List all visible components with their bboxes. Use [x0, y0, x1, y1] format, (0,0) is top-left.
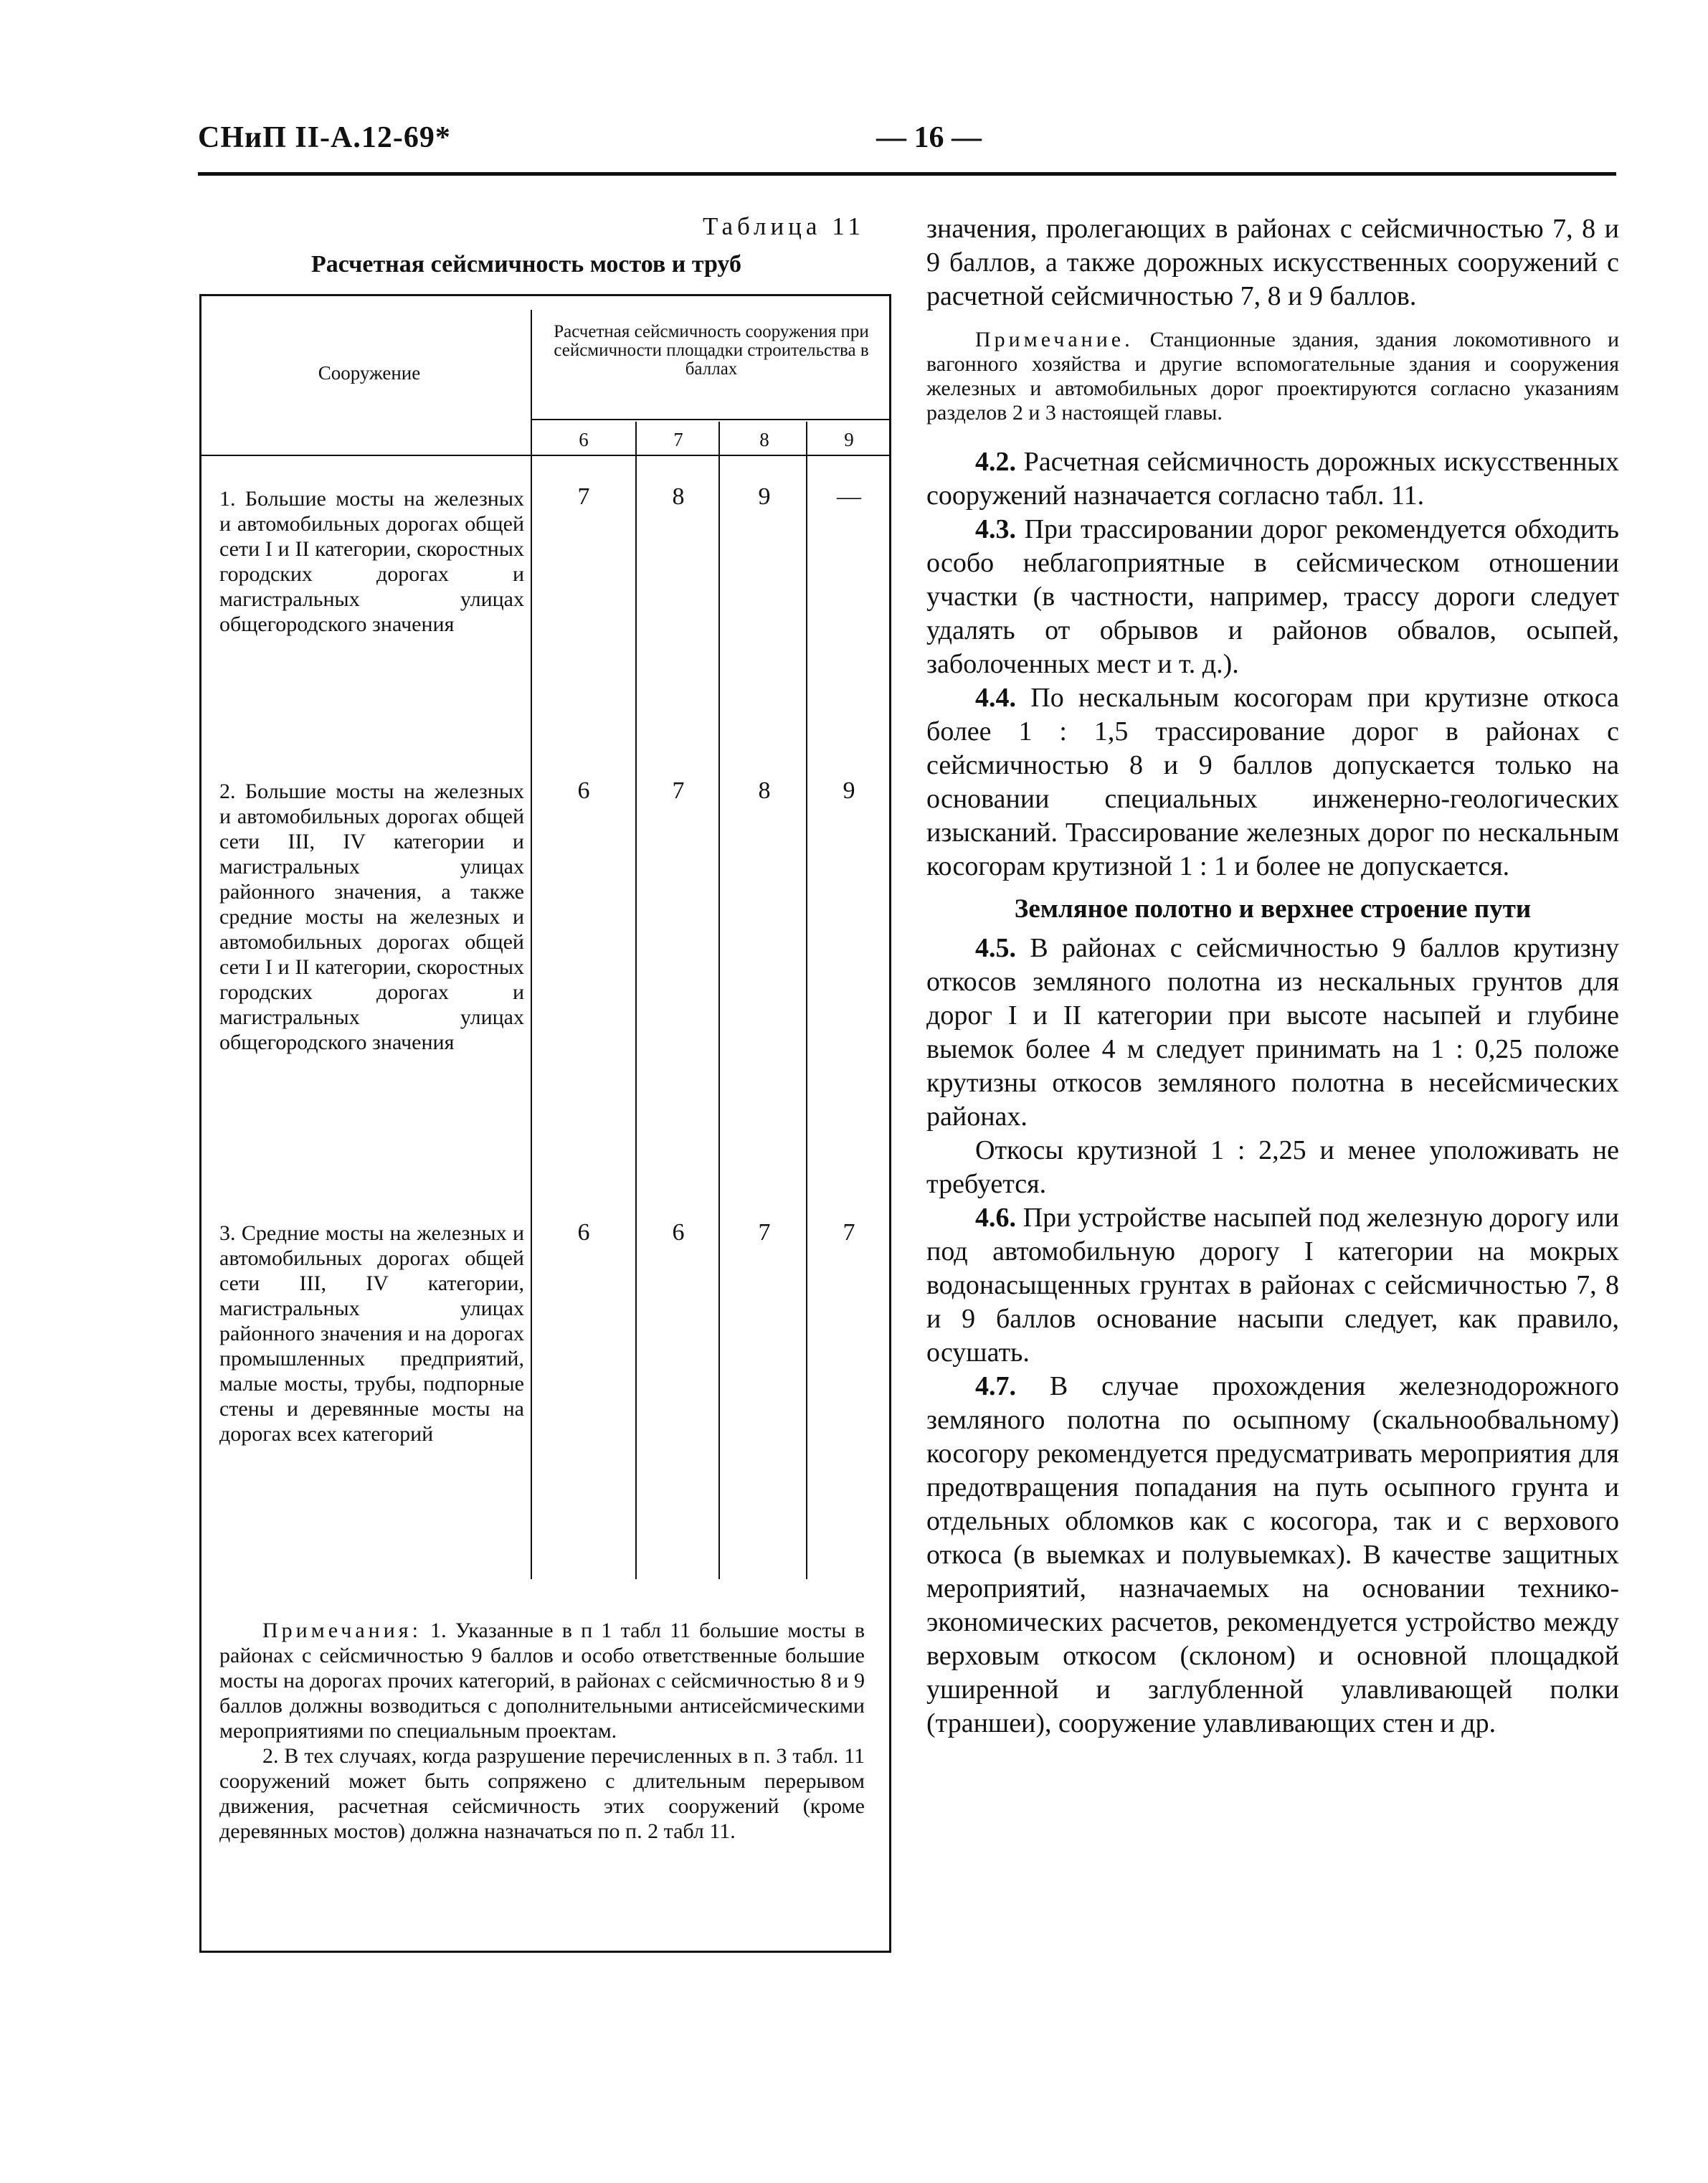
table-note-2: 2. В тех случаях, когда разрушение перечисленных в п. 3 табл. 11 сооружений может быть сопряжено с длительным перерывом движения, расчетная сейсмичность этих сооружений (кроме деревянных мостов) должна назначаться по п. 2 табл 11. — [219, 1744, 865, 1843]
row-3-value-6: 6 — [577, 1219, 590, 1246]
document-code: СНиП II-А.12-69* — [198, 121, 451, 154]
note-text: Станционные здания, здания локомотивного и вагонного хозяйства и другие вспомогательные здания и сооружения железных и автомобильных дорог проектируются согласно указаниям разделов 2 и 3 настоящей главы. — [926, 328, 1620, 425]
table-top-rule — [199, 294, 891, 296]
row-2-value-9: 9 — [843, 777, 855, 804]
header-rule — [198, 172, 1616, 176]
clause-4-7-number: 4.7. — [975, 1371, 1016, 1401]
clause-4-3-number: 4.3. — [975, 514, 1016, 544]
table-row-1-text: 1. Большие мосты на железных и автомобильных дорогах общей сети I и II категории, скоростных городских дорогах и магистральных улицах общегородского значения — [219, 487, 524, 636]
row-2-value-8: 8 — [758, 777, 771, 804]
clause-4-5-number: 4.5. — [975, 933, 1016, 963]
paragraph-4-3 — [926, 513, 1619, 681]
score-divider-2 — [718, 422, 720, 1579]
clause-4-2-text: Расчетная сейсмичность дорожных искусственных сооружений назначается согласно табл. 11. — [926, 447, 1619, 511]
note-paragraph — [926, 328, 1619, 425]
row-3-value-8: 7 — [758, 1219, 771, 1246]
clause-4-5-text: В районах с сейсмичностью 9 баллов крутизну откосов земляного полотна из нескальных грунтов для дорог I и II категории при высоте насыпей и глубине выемок более 4 м следует принимать на 1 : 0,25 положе крутизны откосов земляного полотна в несейсмических районах. — [926, 933, 1620, 1132]
continuation-paragraph: значения, пролегающих в районах с сейсмичностью 7, 8 и 9 баллов, а также дорожных искусственных сооружений с расчетной сейсмичностью 7, 8 и 9 баллов. — [926, 214, 1619, 311]
score-divider-3 — [806, 422, 807, 1579]
row-3-value-7: 6 — [672, 1219, 685, 1246]
structure-column-header: Сооружение — [318, 362, 421, 384]
clause-4-4-text: По нескальным косогорам при крутизне откоса более 1 : 1,5 трассирование дорог в районах с сейсмичностью 8 и 9 баллов допускается только на основании специальных инженерно-геологических изысканий. Трассирование железных дорог по нескальным косогорам крутизной 1 : 1 и более не допускается. — [926, 683, 1619, 881]
clause-4-6-text: При устройстве насыпей под железную дорогу или под автомобильную дорогу I категории на мокрых водонасыщенных грунтах в районах с сейсмичностью 7, 8 и 9 баллов основание насыпи следует, как правило, осушать. — [926, 1203, 1620, 1368]
score-header-6: 6 — [579, 429, 589, 450]
clause-4-7-text: В случае прохождения железнодорожного земляного полотна по осыпному (скальнообвальному) косогору рекомендуется предусматривать мероприятия для предотвращения попадания на путь осыпного грунта и отдельных обломков как с косогора, так и с верхового откоса (в выемках и полувыемках). В качестве защитных мероприятий, назначаемых на основании технико-экономических расчетов, рекомендуется устройство между верховым откосом (склоном) и основной площадкой уширенной и заглубленной улавливающей полки (траншеи), сооружение улавливающих стен и др. — [926, 1371, 1620, 1738]
row-3-value-9: 7 — [843, 1219, 855, 1246]
row-2-value-6: 6 — [577, 777, 590, 804]
paragraph-4-4 — [926, 681, 1619, 884]
table-label: Таблица 11 — [703, 212, 865, 240]
paragraph-4-2 — [926, 445, 1619, 513]
seismicity-subheader-rule — [532, 419, 891, 420]
paragraph-4-6 — [926, 1201, 1619, 1370]
table-title: Расчетная сейсмичность мостов и труб — [311, 251, 741, 278]
paragraph-4-7 — [926, 1370, 1619, 1741]
section-heading: Земляное полотно и верхнее строение пути — [1014, 894, 1532, 924]
table-header-divider — [199, 455, 891, 456]
score-header-7: 7 — [673, 429, 683, 450]
table-note-1 — [219, 1618, 865, 1743]
row-1-value-6: 7 — [577, 483, 590, 510]
paragraph-4-5 — [926, 932, 1619, 1134]
clause-4-2-number: 4.2. — [975, 447, 1016, 477]
score-header-8: 8 — [759, 429, 769, 450]
structure-column-divider — [531, 310, 532, 1579]
clause-4-4-number: 4.4. — [975, 683, 1016, 713]
note-label: Примечание. — [975, 328, 1134, 351]
clause-4-3-text: При трассировании дорог рекомендуется обходить особо неблагоприятные в сейсмическом отношении участки (в частности, например, трассу дороги следует удалять от обрывов и районов обвалов, осыпей, заболоченных мест и т. д.). — [926, 514, 1620, 679]
row-1-value-8: 9 — [758, 483, 771, 510]
row-1-value-7: 8 — [672, 483, 685, 510]
notes-label: Примечания: — [262, 1619, 422, 1642]
table-row-2-text: 2. Большие мосты на железных и автомобильных дорогах общей сети III, IV категории и магистральных улицах районного значения, а также средние мосты на железных и автомобильных дорогах общей сети I и II категории, скоростных городских дорогах и магистральных улицах общегородского значения — [219, 780, 524, 1054]
page-number: — 16 — — [876, 121, 982, 154]
paragraph-4-5-continued: Откосы крутизной 1 : 2,25 и менее уположивать не требуется. — [926, 1135, 1619, 1199]
row-2-value-7: 7 — [672, 777, 685, 804]
row-1-value-9: — — [837, 483, 861, 510]
table-row-3-text: 3. Средние мосты на железных и автомобильных дорогах общей сети III, IV категории, магистральных улицах районного значения и на дорогах промышленных предприятий, малые мосты, трубы, подпорные стены и деревянные мосты на дорогах всех категорий — [219, 1221, 524, 1446]
clause-4-6-number: 4.6. — [975, 1203, 1016, 1233]
table-bottom-rule — [199, 1951, 891, 1953]
right-column — [926, 212, 1619, 1741]
score-header-9: 9 — [844, 429, 854, 450]
score-divider-1 — [635, 422, 637, 1579]
table-left-rule — [199, 294, 201, 1953]
seismicity-column-header: Расчетная сейсмичность сооружения при сейсмичности площадки строительства в баллах — [554, 322, 869, 379]
table-notes — [219, 1618, 865, 1844]
table-right-rule — [889, 294, 891, 1953]
note-1-text: 1. Указанные в п 1 табл 11 большие мосты в районах с сейсмичностью 9 баллов и особо ответственные большие мосты на дорогах прочих категорий, в районах с сейсмичностью 8 и 9 баллов должны возводиться с дополнительными антисейсмическими мероприятиями по специальным проектам. — [219, 1619, 865, 1743]
